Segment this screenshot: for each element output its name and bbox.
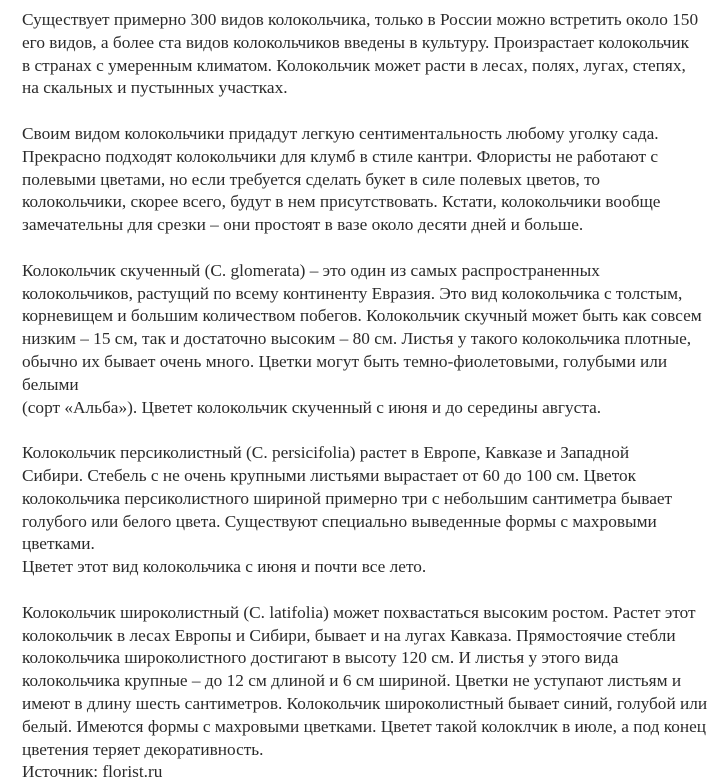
paragraph-latifolia: Колокольчик широколистный (C. latifolia) может похвастаться высоким ростом. Растет этот колокольчик в лесах Европы и Сибири, бывает и на лугах Кавказа. Прямостоячие стебли колокольчика широколистного достигают в высоту 120 см. И листья у этого вида колокольчика крупные – до 12 см длиной и 6 см шириной. Цветки не уступают листьям и имеют в длину шесть сантиметров. Колокольчик широколистный бывает синий, голубой или белый. Имеются формы с махровыми цветками. Цветет такой колоклчик в июле, а под конец цветения теряет декоративность.: [22, 602, 708, 759]
paragraph-species-overview: Существует примерно 300 видов колокольчика, только в России можно встретить около 150 его видов, а более ста видов колокольчиков введены в культуру. Произрастает колокольчик в странах с умеренным климатом. Колокольчик может расти в лесах, полях, лугах, степях, на скальных и пустынных участках.: [22, 10, 699, 98]
paragraph-persicifolia: Колокольчик персиколистный (C. persicifolia) растет в Европе, Кавказе и Западной Сибири. Стебель с не очень крупными листьями вырастает от 60 до 100 см. Цветок колокольчика персиколистного шириной примерно три с небольшим сантиметра бывает голубого или белого цвета. Существуют специально выведенные формы с махровыми цветками. Цветет этот вид колокольчика с июня и почти все лето.: [22, 443, 673, 577]
source-line: Источник: florist.ru: [22, 762, 163, 782]
paragraph-glomerata: Колокольчик скученный (C. glomerata) – это один из самых распространенных колокольчиков, растущий по всему континенту Евразия. Это вид колокольчика с толстым, корневищем и большим количеством побегов. Колокольчик скучный может быть как совсем низким – 15 см, так и достаточно высоким – 80 см. Листья у такого колокольчика плотные, обычно их бывает очень много. Цветки могут быть темно-фиолетовыми, голубыми или белыми (сорт «Альба»). Цветет колокольчик скученный с июня и до середины августа.: [22, 260, 702, 417]
paragraph-garden-use: Своим видом колокольчики придадут легкую сентиментальность любому уголку сада. Прекрасно подходят колокольчики для клумб в стиле кантри. Флористы не работают с полевыми цветами, но если требуется сделать букет в силе полевых цветов, то колокольчики, скорее всего, будут в нем присутствовать. Кстати, колокольчики вообще замечательны для срезки – они простоят в вазе около десяти дней и больше.: [22, 123, 661, 235]
